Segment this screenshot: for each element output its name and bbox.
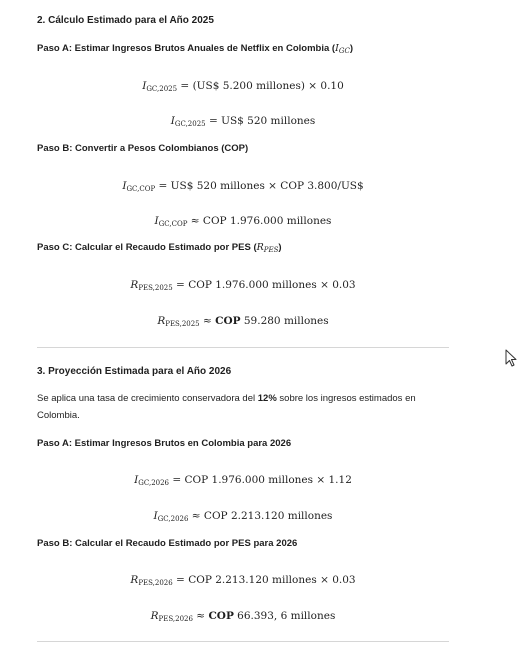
step-a-2025-heading-text: Paso A: Estimar Ingresos Brutos Anuales de Netflix en Colombia (: [37, 43, 336, 54]
eq-var: I: [153, 510, 158, 522]
eq-sub: GC,2025: [174, 120, 206, 128]
eq-rhs: ≈ COP 2.213.120 millones: [188, 510, 333, 522]
eq-var: R: [130, 574, 139, 586]
step-c-2025-symbol: R: [256, 242, 264, 253]
mouse-pointer-icon: [505, 349, 517, 367]
step-a-2025-symbol: I: [335, 43, 339, 54]
eq-sub: GC,2026: [138, 479, 170, 487]
section-divider-bottom: [37, 641, 449, 642]
step-c-2025-heading-close: ): [278, 242, 282, 253]
paragraph-bold: 12%: [257, 393, 277, 404]
eq-bold: COP: [215, 315, 241, 327]
eq-var: I: [154, 215, 159, 227]
paragraph-text: sobre los ingresos estimados en Colombia.: [37, 393, 416, 421]
paragraph-text: Se aplica una tasa de crecimiento conservadora del: [37, 393, 258, 404]
eq-sub: GC,2025: [146, 85, 178, 93]
eq-sub: GC,2026: [157, 515, 189, 523]
eq-var: I: [134, 474, 139, 486]
eq-rest: 66.393, 6 millones: [233, 610, 336, 622]
eq-var: R: [130, 279, 139, 291]
equation-gc-cop-a: [37, 180, 449, 193]
eq-rel: ≈: [199, 315, 216, 327]
step-b-2026-heading: Paso B: Calcular el Recaudo Estimado por PES para 2026: [37, 538, 298, 549]
eq-rhs: ≈ COP 1.976.000 millones: [187, 215, 332, 227]
step-a-2025-heading-close: ): [349, 43, 353, 54]
growth-paragraph: [37, 390, 449, 424]
eq-var: I: [122, 180, 127, 192]
step-b-2025-heading: Paso B: Convertir a Pesos Colombianos (COP): [37, 143, 249, 154]
section-3-heading: 3. Proyección Estimada para el Año 2026: [37, 366, 232, 377]
step-a-2025-heading: [37, 43, 353, 55]
eq-var: R: [157, 315, 166, 327]
eq-rhs: = US$ 520 millones × COP 3.800/US$: [155, 180, 364, 192]
equation-pes-2025-a: [37, 279, 449, 292]
eq-rhs: = (US$ 5.200 millones) × 0.10: [177, 80, 344, 92]
eq-sub: PES,2026: [158, 615, 193, 623]
eq-rest: 59.280 millones: [240, 315, 329, 327]
equation-gc-cop-b: [37, 215, 449, 228]
eq-rhs: = COP 1.976.000 millones × 0.03: [172, 279, 356, 291]
step-c-2025-heading: [37, 242, 282, 254]
eq-sub: PES,2026: [138, 579, 173, 587]
eq-var: R: [150, 610, 159, 622]
step-a-2025-symbol-sub: GC: [338, 47, 350, 55]
eq-rhs: = US$ 520 millones: [205, 115, 316, 127]
section-divider: [37, 347, 449, 348]
eq-bold: COP: [208, 610, 234, 622]
eq-sub: PES,2025: [138, 284, 173, 292]
step-a-2026-heading: Paso A: Estimar Ingresos Brutos en Colombia para 2026: [37, 438, 292, 449]
equation-pes-2026-b: [37, 610, 449, 623]
step-c-2025-symbol-sub: PES: [263, 246, 279, 254]
equation-gc-2025-b: [37, 115, 449, 128]
equation-pes-2026-a: [37, 574, 449, 587]
eq-rel: ≈: [192, 610, 209, 622]
equation-gc-2026-a: [37, 474, 449, 487]
equation-gc-2026-b: [37, 510, 449, 523]
equation-pes-2025-b: [37, 315, 449, 328]
eq-var: I: [142, 80, 147, 92]
eq-var: I: [170, 115, 175, 127]
eq-sub: PES,2025: [165, 320, 200, 328]
equation-gc-2025-a: [37, 80, 449, 93]
step-c-2025-heading-text: Paso C: Calcular el Recaudo Estimado por PES (: [37, 242, 257, 253]
eq-sub: GC,COP: [126, 185, 156, 193]
eq-sub: GC,COP: [158, 220, 188, 228]
eq-rhs: = COP 1.976.000 millones × 1.12: [169, 474, 352, 486]
eq-rhs: = COP 2.213.120 millones × 0.03: [172, 574, 356, 586]
section-2-heading: 2. Cálculo Estimado para el Año 2025: [37, 15, 214, 26]
